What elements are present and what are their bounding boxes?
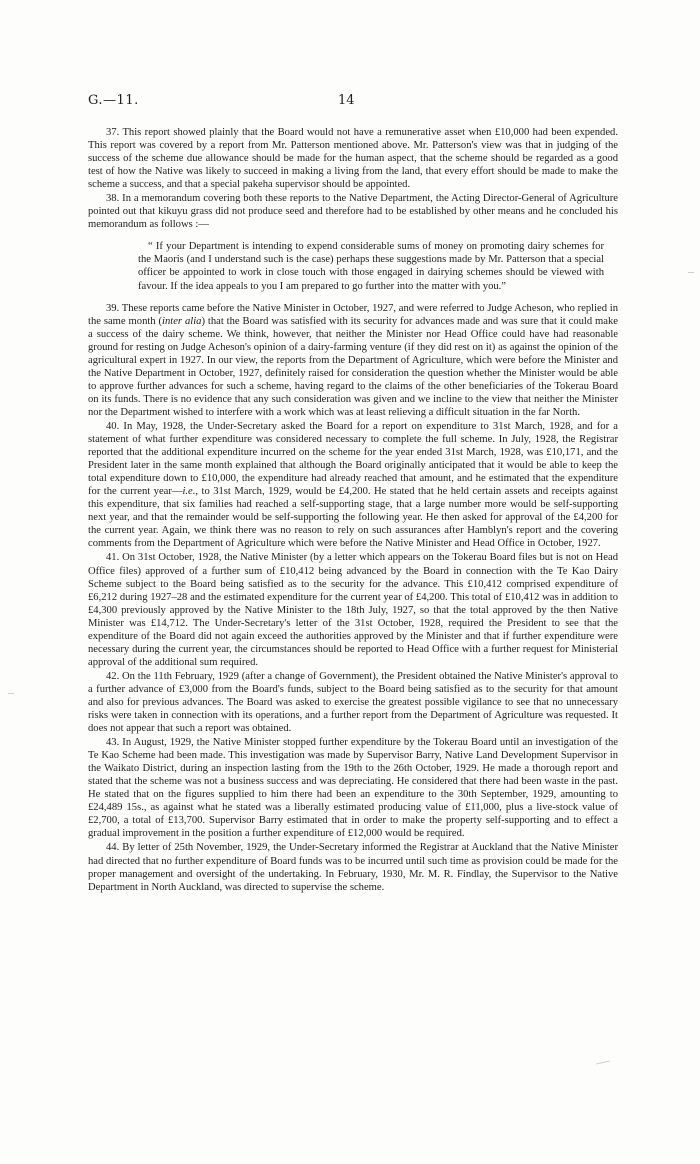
paragraph-41: 41. On 31st October, 1928, the Native Minister (by a letter which appears on the Tokerau Board files but is not on Head Office files) approved of a further sum of £10,412 being advanced by the Board in connection with the Te Kao Dairy Scheme subject to the Board being satisfied as to the security for the advance. This £10,412 comprised expenditure of £6,212 during 1927–28 and the estimated expenditure for the current year of £4,200. This total of £10,412 was in addition to £4,300 previously approved by the Native Minister to the 18th July, 1927, so that the total approved by the then Native Minister was £14,712. The Under-Secretary's letter of the 31st October, 1928, required the President to see that the expenditure of the Board did not again exceed the authorities approved by the Minister and that if further expenditure were necessary during the current year, the circumstances should be reported to Head Office with a further request for Ministerial approval of the additional sum required. (88, 552, 618, 668)
paragraph-43: 43. In August, 1929, the Native Minister stopped further expenditure by the Tokerau Board until an investigation of the Te Kao Scheme had been made. This investigation was made by Supervisor Barry, Native Land Development Supervisor in the Waikato District, during an inspection lasting from the 19th to the 26th October, 1929. He made a thorough report and stated that the scheme was not a business success and was depreciating. He considered that there had been waste in the past. He stated that on the figures supplied to him there had been an expenditure to the 30th September, 1929, amounting to £24,489 15s., as against what he stated was a liberally estimated producing value of £11,000, plus a live-stock value of £2,700, a total of £13,700. Supervisor Barry estimated that in order to make the property self-supporting and to effect a gradual improvement in the position a further expenditure of £12,000 would be required. (88, 737, 618, 840)
page-header (88, 93, 613, 111)
paragraph-37: 37. This report showed plainly that the Board would not have a remunerative asset when £10,000 had been expended. This report was covered by a report from Mr. Patterson mentioned above. Mr. Patterson's view was that in judging of the success of the scheme due allowance should be made for the human aspect, that the scheme should be regarded as a good test of how the Native was likely to succeed in making a living from the land, that every effort should be made to make the scheme a success, and that a special pakeha supervisor should be appointed. (88, 127, 618, 191)
paragraph-40-text-a: 40. In May, 1928, the Under-Secretary asked the Board for a report on expenditure to 31st March, 1928, and for a statement of what further expenditure was considered necessary to complete the full scheme. In July, 1928, the Registrar reported that the additional expenditure incurred on the scheme for the year ended 31st March, 1928, was £10,171, and the President later in the same month explained that although the Board originally anticipated that it would be able to keep the total expenditure down to £10,000, the expenditure had already reached that amount, and he estimated that the expenditure for the current year— (88, 420, 618, 498)
paragraph-42: 42. On the 11th February, 1929 (after a change of Government), the President obtained the Native Minister's approval to a further advance of £3,000 from the Board's funds, subject to the Board being satisfied as to the security for that amount and also for previous advances. The Board was asked to exercise the greatest possible vigilance to see that no unnecessary risks were taken in connection with its operations, and a further report from the Department of Agriculture was requested. It does not appear that such a report was obtained. (88, 670, 618, 735)
block-quote (138, 240, 604, 292)
scan-mark-left (8, 693, 14, 694)
paragraph-40 (88, 420, 618, 550)
paragraph-39-italic: inter alia (162, 315, 202, 327)
paragraph-44: 44. By letter of 25th November, 1929, the Under-Secretary informed the Registrar at Auckland that the Native Minister had directed that no further expenditure of Board funds was to be incurred until such time as provision could be made for the proper management and oversight of the undertaking. In February, 1930, Mr. M. R. Findlay, the Supervisor to the Native Department in North Auckland, was directed to supervise the scheme. (88, 842, 618, 893)
scan-mark-right-top (688, 272, 694, 273)
paragraph-39 (88, 302, 618, 419)
paragraph-38: 38. In a memorandum covering both these reports to the Native Department, the Acting Director-General of Agriculture pointed out that kikuyu grass did not produce seed and therefore had to be established by other means and he concluded his memorandum as follows :— (88, 193, 618, 231)
paragraph-40-italic: i.e. (182, 486, 196, 498)
scan-mark-right-bottom (596, 1061, 610, 1065)
paragraph-40-text-b: , to 31st March, 1929, would be £4,200. He stated that he held certain assets and receipts against this expenditure, that six families had reached a self-supporting stage, that a large number more would be self-supporting next year, and that the remainder would be self-supporting the following year. He then asked for approval of the £4,200 for the current year. Again, we think there was no reason to rely on such assurances after Hamblyn's report and the covering comments from the Department of Agriculture which were before the Native Minister and Head Office in October, 1927. (88, 486, 618, 550)
quote-text: “ If your Department is intending to expend considerable sums of money on promoting dairy schemes for the Maoris (and I understand such is the case) perhaps these suggestions made by Mr. Patterson that a special officer be appointed to work in close touch with those engaged in dairying schemes should be viewed with favour. If the idea appeals to you I am prepared to go further into the matter with you.” (138, 241, 604, 292)
page-number: 14 (338, 93, 355, 108)
body-text (88, 126, 618, 895)
document-reference: G.—11. (88, 93, 139, 108)
paragraph-39-text-a: 39. These reports came before the Native Minister in October, 1927, and were referred to Judge Acheson, who replied in the same month ( (88, 302, 618, 327)
paragraph-39-text-b: ) that the Board was satisfied with its security for advances made and was sure that it could make a success of the dairy scheme. We think, however, that neither the Minister nor Head Office could have had reasonable ground for resting on Judge Acheson's opinion of a dairy-farming venture (if they did rest on it) as against the opinion of the agricultural expert in 1927. In our view, the reports from the Department of Agriculture, which were before the Minister and the Native Department in October, 1927, definitely raised for consideration the question whether the Minister would be able to approve further advances for such a scheme, having regard to the claims of the other beneficiaries of the Tokerau Board on its funds. There is no evidence that any such consideration was given and we incline to the view that neither the Minister nor the Department wished to interfere with a work which was at least relieving a difficult situation in the far North. (88, 315, 619, 418)
